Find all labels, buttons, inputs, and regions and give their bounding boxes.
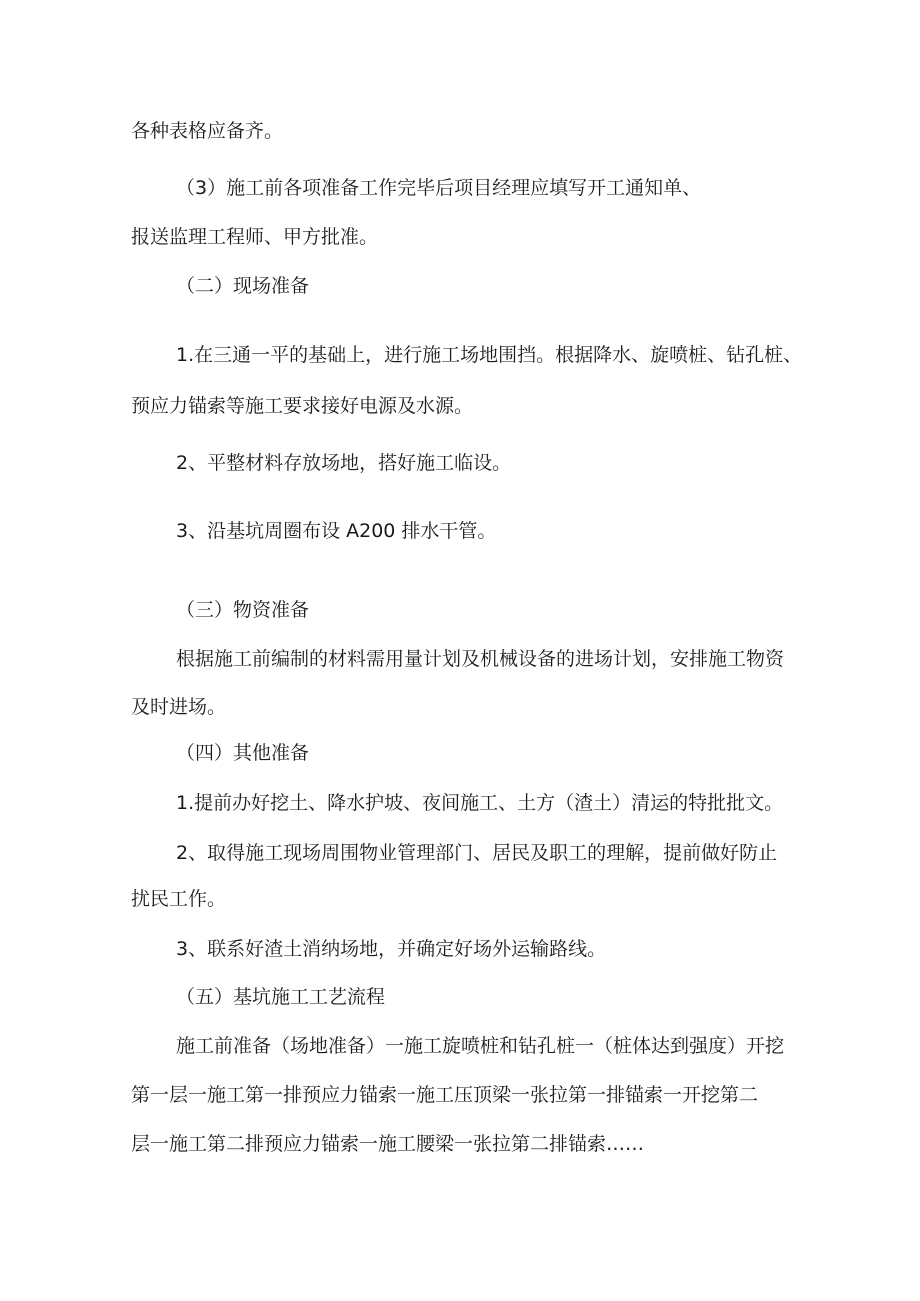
text-line: 1.在三通一平的基础上，进行施工场地围挡。根据降水、旋喷桩、钻孔桩、 bbox=[176, 344, 803, 366]
text-line: 层一施工第二排预应力锚索一施工腰梁一张拉第二排锚索…… bbox=[131, 1133, 645, 1155]
section-heading: （三）物资准备 bbox=[176, 599, 310, 621]
text-line: 扰民工作。 bbox=[131, 888, 227, 910]
text-line: 3、沿基坑周圈布设 A200 排水干管。 bbox=[176, 520, 497, 542]
text-line: 预应力锚索等施工要求接好电源及水源。 bbox=[131, 395, 474, 417]
section-heading: （四）其他准备 bbox=[176, 742, 310, 764]
text-line: 2、取得施工现场周围物业管理部门、居民及职工的理解，提前做好防止 bbox=[176, 842, 778, 864]
section-heading: （二）现场准备 bbox=[176, 275, 310, 297]
text-line: 及时进场。 bbox=[131, 696, 227, 718]
text-line: 各种表格应备齐。 bbox=[131, 120, 284, 142]
text-line: 第一层一施工第一排预应力锚索一施工压顶梁一张拉第一排锚索一开挖第二 bbox=[131, 1084, 759, 1106]
text-line: 3、联系好渣土消纳场地，并确定好场外运输路线。 bbox=[176, 938, 607, 960]
section-heading: （五）基坑施工工艺流程 bbox=[176, 986, 386, 1008]
text-line: 2、平整材料存放场地，搭好施工临设。 bbox=[176, 452, 512, 474]
text-line: 施工前准备（场地准备）一施工旋喷桩和钻孔桩一（桩体达到强度）开挖 bbox=[176, 1035, 785, 1057]
text-line: 根据施工前编制的材料需用量计划及机械设备的进场计划，安排施工物资 bbox=[176, 648, 785, 670]
text-line: （3）施工前各项准备工作完毕后项目经理应填写开工通知单、 bbox=[176, 177, 702, 199]
text-line: 报送监理工程师、甲方批准。 bbox=[131, 226, 379, 248]
text-line: 1.提前办好挖土、降水护坡、夜间施工、土方（渣土）清运的特批批文。 bbox=[176, 792, 784, 814]
